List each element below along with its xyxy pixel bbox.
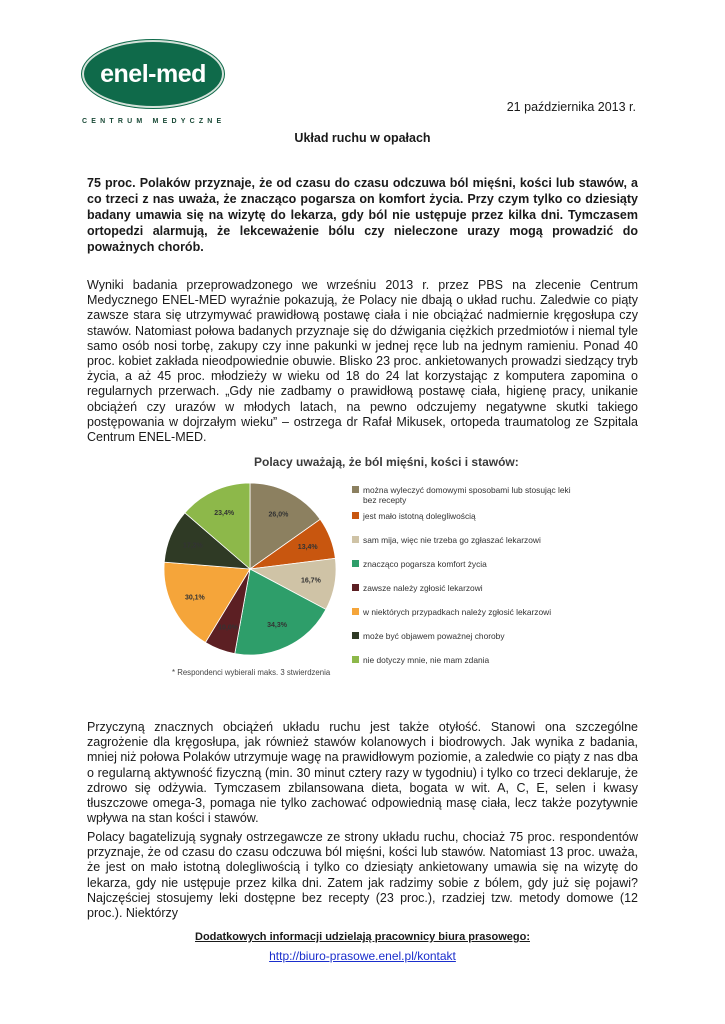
contact-heading: Dodatkowych informacji udzielają pracownicy biura prasowego: [195,931,530,943]
legend-swatch [352,632,359,639]
logo-text: enel-med [100,59,206,88]
legend-swatch [352,512,359,519]
legend-swatch [352,584,359,591]
pie-slice-label-8: 23,4% [214,510,235,518]
legend-label: jest mało istotną dolegliwością [363,511,476,521]
article-paragraph-3: Polacy bagatelizują sygnały ostrzegawcze ze strony układu ruchu, chociaż 75 proc. respondentów przyznaje, że od czasu do czasu odczuwa ból mięśni, kości lub stawów. Natomiast 13 proc. uważa, że jest on mało istotną dolegliwością i tylko co dziesiąty ankietowany umawia się na wizytę do lekarza, gdy nie ustępuje przez kilka dni. Zatem jak radzimy sobie z bólem, gdy już się pojawi? Najczęściej stosujemy leki dostępne bez recepty (23 proc.), rzadziej tzw. metody domowe (12 proc.). Niektórzy [87,830,638,921]
press-office-link[interactable]: http://biuro-prasowe.enel.pl/kontakt [269,949,456,963]
legend-item-2 [352,511,476,521]
chart-note: * Respondenci wybierali maks. 3 stwierdzenia [172,668,331,677]
legend-label: można wyleczyć domowymi sposobami lub stosując leki bez recepty [363,485,571,505]
legend-item-3 [352,535,541,545]
legend-swatch [352,536,359,543]
pie-slice-label-2: 13,4% [297,544,318,552]
legend-label: może być objawem poważnej choroby [363,631,505,641]
pie-svg [162,477,342,667]
legend-swatch [352,656,359,663]
legend-label: sam mija, więc nie trzeba go zgłaszać lekarzowi [363,535,541,545]
legend-item-4 [352,559,487,569]
legend-label: nie dotyczy mnie, nie mam zdania [363,655,490,665]
legend-label: zawsze należy zgłosić lekarzowi [363,583,483,593]
legend-item-7 [352,631,505,641]
pie-slice-label-7: 17,2% [182,542,203,550]
article-lead: 75 proc. Polaków przyznaje, że od czasu do czasu odczuwa ból mięśni, kości lub stawów, a co trzeci z nas uważa, że znacząco pogarsza on komfort życia. Przy czym tylko co dziesiąty badany umawia się na wizytę do lekarza, gdy ból nie ustępuje przez kilka dni. Tymczasem ortopedzi alarmują, że lekceważenie bólu czy nieleczone urazy mogą prowadzić do poważnych chorób. [87,176,638,254]
legend-item-6 [352,607,551,617]
pie-slice-label-4: 34,3% [267,622,287,630]
legend-item-8 [352,655,489,665]
pie-slice-label-3: 16,7% [300,577,321,585]
chart-title: Polacy uważają, że ból mięśni, kości i stawów: [254,455,519,469]
legend-item-5 [352,583,483,593]
pie-slice-label-6: 30,1% [184,594,205,602]
legend-swatch [352,608,359,615]
pie-chart [162,455,582,690]
legend-label: znacząco pogarsza komfort życia [363,559,487,569]
enel-med-logo [82,40,226,125]
article-title: Układ ruchu w opałach [294,131,431,145]
legend-swatch [352,486,359,493]
article-paragraph-1: Wyniki badania przeprowadzonego we wrześniu 2013 r. przez PBS na zlecenie Centrum Medycznego ENEL-MED wyraźnie pokazują, że Polacy nie dbają o układ ruchu. Zaledwie co piąty zawsze stara się utrzymywać prawidłową postawę ciała i nie obciążać nadmiernie kręgosłupa czy stawów. Natomiast połowa badanych przyznaje się do dźwigania ciężkich przedmiotów i niemal tyle samo osób nosi torbę, zakupy czy inne pakunki w jednej ręce lub na jednym ramieniu. Ponad 40 proc. kobiet zakłada nieodpowiednie obuwie. Blisko 23 proc. ankietowanych prowadzi siedzący tryb życia, a aż 45 proc. młodzieży w wieku od 18 do 24 lat korzystając z komputera zapomina o regularnych przerwach. „Gdy nie zadbamy o prawidłową postawę ciała, higienę pracy, unikanie obciążeń czy urazów w młodych latach, na pewno odczujemy negatywne skutki takiego postępowania w dojrzałym wieku” – ostrzega dr Rafał Mikusek, ortopeda traumatolog ze Szpitala Centrum ENEL-MED. [87,278,638,445]
legend-swatch [352,560,359,567]
pie-slice-label-5: 10,0% [218,624,239,632]
logo-badge [82,40,224,108]
legend-label: w niektórych przypadkach należy zgłosić lekarzowi [363,607,552,617]
legend-item-1 [352,485,584,505]
article-paragraph-2: Przyczyną znacznych obciążeń układu ruchu jest także otyłość. Stanowi ona szczególne zagrożenie dla kręgosłupa, jak również stawów kolanowych i biodrowych. Jak wynika z badania, mniej niż połowa Polaków utrzymuje wagę na prawidłowym poziomie, a zaledwie co piąty z nas dba o regularną aktywność fizyczną (min. 30 minut cztery razy w tygodniu) i tylko co trzeci deklaruje, że zdrowo się odżywia. Tymczasem zbilansowana dieta, bogata w wit. A, C, E, selen i kwasy tłuszczowe omega-3, pomaga nie tylko zachować odpowiednią masę ciała, lecz także pozytywnie wpływa na stan kości i stawów. [87,720,638,826]
document-date: 21 października 2013 r. [506,100,636,114]
pie-slice-label-1: 26,0% [268,511,289,519]
logo-subtitle: CENTRUM MEDYCZNE [82,118,226,125]
